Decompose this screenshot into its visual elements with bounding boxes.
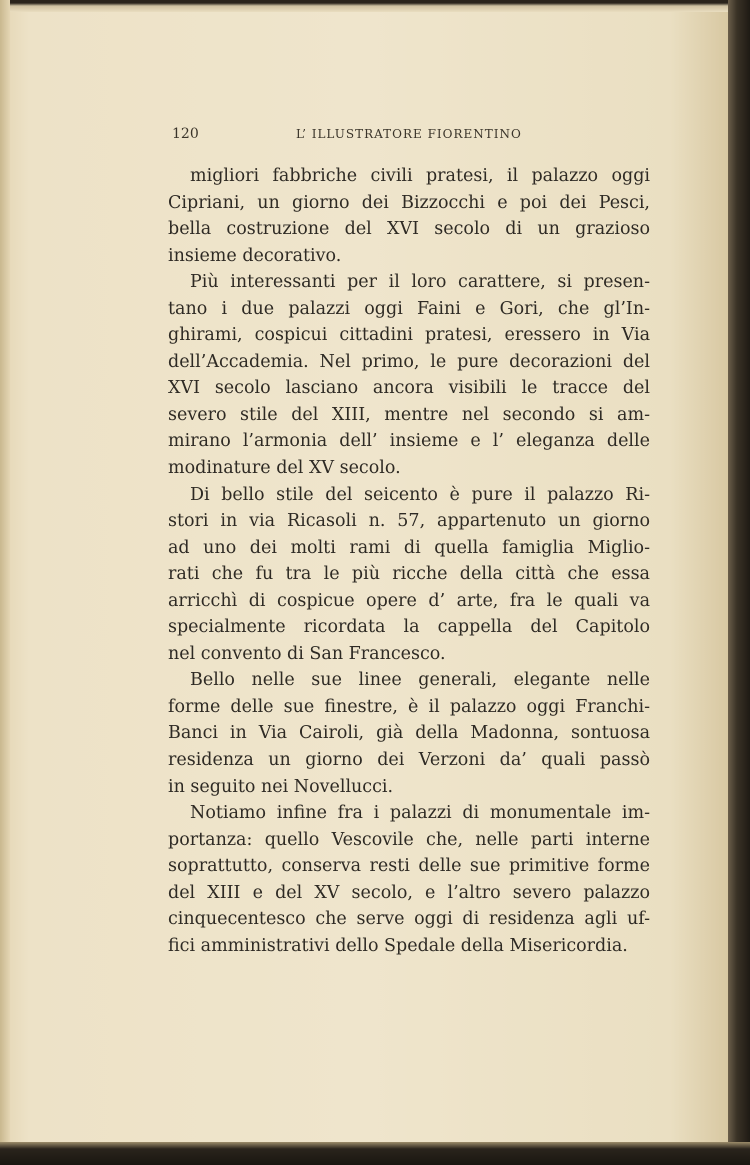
text-line: Più interessanti per il loro carattere, si presen-: [190, 272, 650, 293]
paragraph: [168, 163, 650, 269]
text-line: insieme decorativo.: [168, 245, 342, 266]
book-binding-edge: [728, 0, 750, 1165]
body-text: [168, 163, 650, 959]
paragraph: [168, 269, 650, 481]
text-line: fici amministrativi dello Spedale della Misericordia.: [168, 935, 628, 956]
text-line: residenza un giorno dei Verzoni da’ quali passò: [168, 750, 650, 771]
text-line: in seguito nei Novellucci.: [168, 776, 394, 797]
text-line: dell’Accademia. Nel primo, le pure decorazioni del: [168, 351, 650, 372]
text-line: Di bello stile del seicento è pure il palazzo Ri-: [190, 484, 650, 505]
text-line: modinature del XV secolo.: [168, 458, 401, 479]
text-line: nel convento di San Francesco.: [168, 643, 446, 664]
page-number: 120: [172, 126, 199, 142]
text-line: Cipriani, un giorno dei Bizzocchi e poi dei Pesci,: [168, 192, 650, 213]
text-line: severo stile del XIII, mentre nel secondo si am-: [168, 404, 650, 425]
text-line: ghirami, cospicui cittadini pratesi, eressero in Via: [168, 325, 650, 346]
text-line: soprattutto, conserva resti delle sue primitive forme: [168, 856, 650, 877]
text-line: migliori fabbriche civili pratesi, il palazzo oggi: [190, 166, 650, 186]
page-header: [168, 126, 650, 146]
text-line: bella costruzione del XVI secolo di un grazioso: [168, 219, 650, 240]
text-line: forme delle sue finestre, è il palazzo oggi Franchi-: [168, 696, 650, 717]
text-line: specialmente ricordata la cappella del Capitolo: [168, 617, 650, 638]
page-top-edge: [0, 0, 728, 12]
text-line: ad uno dei molti rami di quella famiglia Miglio-: [168, 537, 650, 558]
page-bottom-edge: [0, 1142, 750, 1165]
paragraph: [168, 667, 650, 800]
text-line: Banci in Via Cairoli, già della Madonna, sontuosa: [168, 723, 650, 744]
text-line: XVI secolo lasciano ancora visibili le tracce del: [168, 378, 650, 399]
paragraph: [168, 800, 650, 959]
text-line: stori in via Ricasoli n. 57, appartenuto un giorno: [168, 511, 650, 532]
text-line: Bello nelle sue linee generali, elegante nelle: [190, 670, 650, 691]
paragraph: [168, 482, 650, 668]
running-title: L’ ILLUSTRATORE FIORENTINO: [296, 127, 522, 141]
text-line: cinquecentesco che serve oggi di residenza agli uf-: [168, 909, 650, 930]
text-line: del XIII e del XV secolo, e l’altro severo palazzo: [168, 882, 650, 903]
text-line: tano i due palazzi oggi Faini e Gori, che gl’In-: [168, 298, 650, 319]
page-left-edge: [0, 0, 10, 1148]
text-line: portanza: quello Vescovile che, nelle parti interne: [168, 829, 650, 850]
text-line: Notiamo infine fra i palazzi di monumentale im-: [190, 803, 650, 824]
text-line: mirano l’armonia dell’ insieme e l’ eleganza delle: [168, 431, 650, 452]
text-line: arricchì di cospicue opere d’ arte, fra le quali va: [168, 590, 650, 611]
text-line: rati che fu tra le più ricche della città che essa: [168, 564, 650, 585]
